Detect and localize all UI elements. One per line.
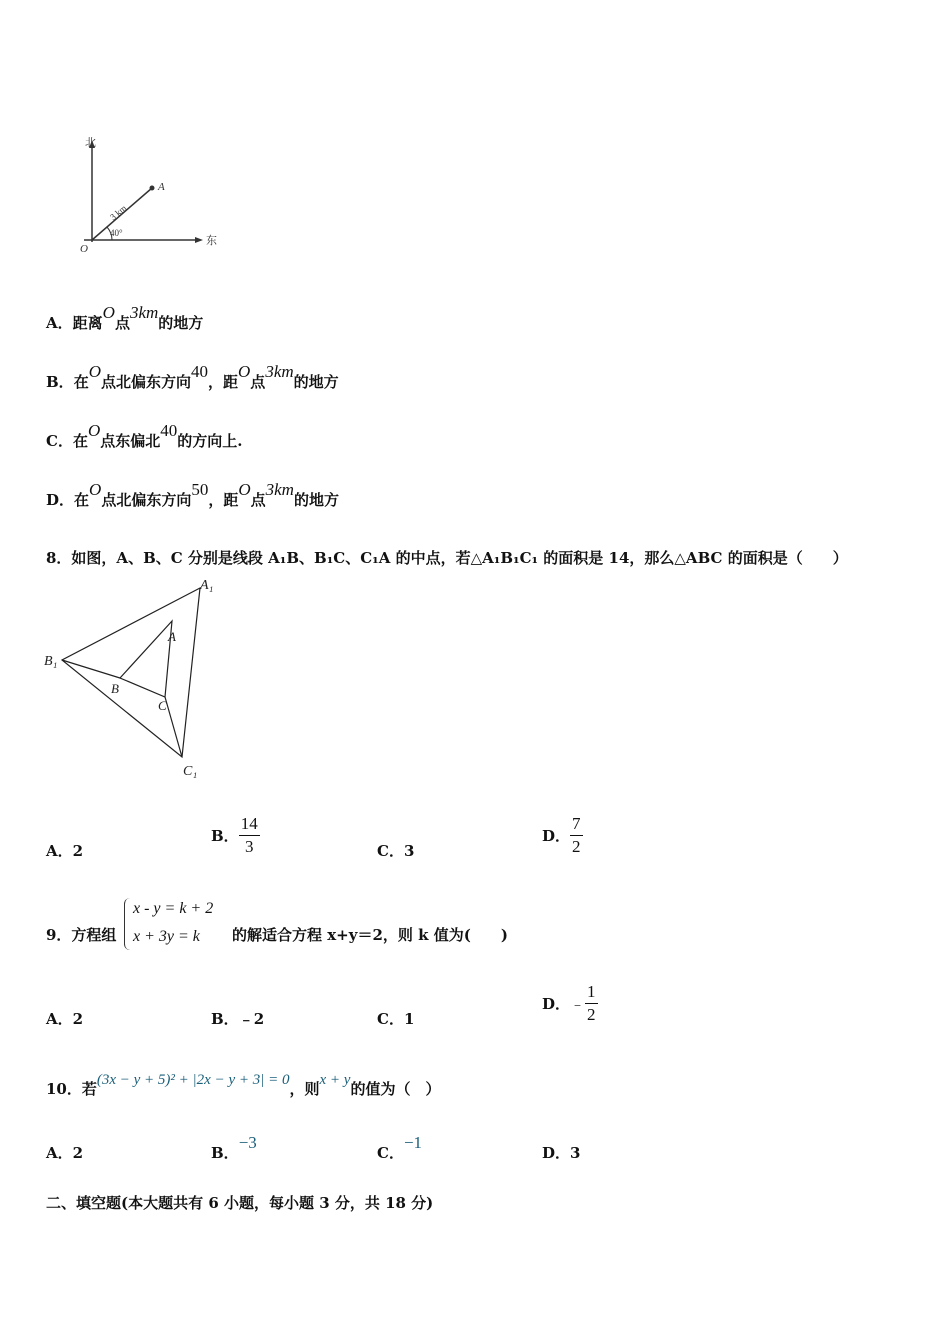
distance-label: 3 km: [108, 202, 129, 223]
q8-stem: 8．如图，A、B、C 分别是线段 A₁B、B₁C、C₁A 的中点，若△A₁B₁C₁ 的面积是 14，那么△ABC 的面积是（ ）: [46, 549, 848, 567]
label-b1: B₁: [44, 654, 58, 669]
triangle-figure: [40, 575, 230, 785]
north-label: 北: [85, 137, 96, 149]
q10-option-a[interactable]: A．2: [46, 1144, 84, 1162]
q9-suffix: 的解适合方程 x+y＝2，则 k 值为( ): [232, 926, 508, 944]
direction-figure: [70, 130, 230, 260]
q10-option-c[interactable]: C．−1: [377, 1133, 423, 1162]
q8-option-b[interactable]: B． $\frac{14}{3}$: [211, 814, 258, 856]
equation-2: x + 3y = k: [133, 928, 200, 945]
q10-option-d[interactable]: D．3: [542, 1144, 581, 1162]
q10-target: x + y: [319, 1072, 351, 1088]
point-a-label: A: [158, 181, 165, 193]
fraction: $\frac{7}{2}$: [572, 814, 581, 856]
equation-1: x - y = k + 2: [133, 900, 214, 917]
q7-option-d[interactable]: D．在O点北偏东方向50，距O点3km的地方: [46, 480, 339, 509]
point-a: [150, 186, 155, 191]
q7-option-a[interactable]: A．距离O点3km的地方: [46, 303, 204, 332]
q7-option-b[interactable]: B．在O点北偏东方向40，距O点3km的地方: [46, 362, 339, 391]
east-arrow: [195, 237, 203, 243]
q9-option-b[interactable]: B．﹣2: [211, 1010, 265, 1028]
q8-option-d[interactable]: D． $\frac{7}{2}$: [542, 814, 581, 856]
label-b: B: [111, 681, 119, 696]
east-label: 东: [206, 235, 217, 247]
label-a: A: [168, 629, 176, 644]
angle-label: 40°: [110, 228, 123, 238]
inner-triangle: [120, 621, 172, 697]
q9-option-a[interactable]: A．2: [46, 1010, 84, 1028]
q10-expression: (3x − y + 5)² + |2x − y + 3| = 0: [96, 1072, 290, 1088]
origin-label: O: [80, 243, 88, 255]
fraction: $\frac{1}{2}$: [587, 982, 596, 1024]
q8-option-a[interactable]: A．2: [46, 842, 84, 860]
q10-option-b[interactable]: B．−3: [211, 1133, 257, 1162]
label-c1: C₁: [183, 764, 198, 779]
q9-option-d[interactable]: D．﹣ $\frac{1}{2}$: [542, 982, 596, 1024]
section-title: 二、填空题(本大题共有 6 小题，每小题 3 分，共 18 分): [46, 1194, 434, 1212]
outer-triangle: [62, 588, 200, 757]
q8-option-c[interactable]: C．3: [377, 842, 415, 860]
label-a1: A₁: [200, 578, 214, 593]
label-c: C: [158, 698, 167, 713]
q7-option-c[interactable]: C．在O点东偏北40的方向上.: [46, 421, 243, 450]
q10-stem: 10．若(3x − y + 5)² + |2x − y + 3| = 0，则x + y的值为（ ）: [46, 1072, 441, 1098]
q9-option-c[interactable]: C．1: [377, 1010, 415, 1028]
fraction: $\frac{14}{3}$: [240, 814, 258, 856]
q9-prefix: 9．方程组: [46, 926, 117, 944]
